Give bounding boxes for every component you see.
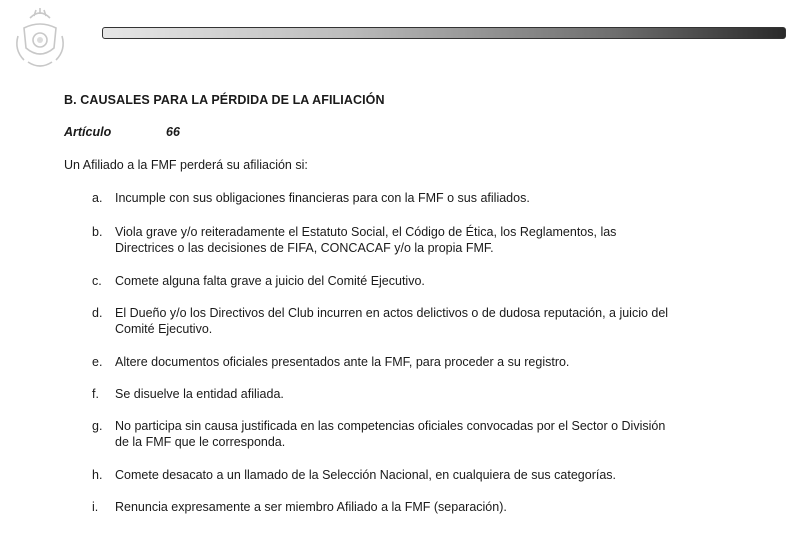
- list-item-text-line2: Directrices o las decisiones de FIFA, CONCACAF y/o la propia FMF.: [115, 241, 494, 255]
- list-item-text: Incumple con sus obligaciones financieras para con la FMF o sus afiliados.: [115, 191, 530, 205]
- list-item-text-line2: Comité Ejecutivo.: [115, 322, 213, 336]
- list-item-text-line2: de la FMF que le corresponda.: [115, 435, 286, 449]
- list-item-letter: b.: [92, 225, 103, 239]
- section-title: B. CAUSALES PARA LA PÉRDIDA DE LA AFILIACIÓN: [64, 93, 385, 107]
- list-item-text-line1: No participa sin causa justificada en las competencias oficiales convocadas por el Sector o División: [115, 419, 666, 433]
- list-item-letter: c.: [92, 274, 102, 288]
- article-number: 66: [166, 125, 180, 139]
- article-heading: [64, 125, 180, 139]
- list-item-letter: e.: [92, 355, 103, 369]
- header-bar: [102, 27, 786, 39]
- list-item-letter: g.: [92, 419, 103, 433]
- list-item-text: Comete alguna falta grave a juicio del Comité Ejecutivo.: [115, 274, 425, 288]
- list-item-text-line1: El Dueño y/o los Directivos del Club incurren en actos delictivos o de dudosa reputación, a juicio del: [115, 306, 669, 320]
- article-label: Artículo: [64, 125, 112, 139]
- list-item-text-line1: Viola grave y/o reiteradamente el Estatuto Social, el Código de Ética, los Reglamentos, las: [115, 225, 617, 239]
- list-item-letter: a.: [92, 191, 103, 205]
- intro-text: Un Afiliado a la FMF perderá su afiliación si:: [64, 158, 308, 172]
- list-item-letter: f.: [92, 387, 99, 401]
- list-item-text: Se disuelve la entidad afiliada.: [115, 387, 284, 401]
- fmf-crest-icon: [10, 6, 70, 72]
- list-item-text: Renuncia expresamente a ser miembro Afiliado a la FMF (separación).: [115, 500, 507, 514]
- list-item-text: Comete desacato a un llamado de la Selección Nacional, en cualquiera de sus categorías.: [115, 468, 617, 482]
- list-item-text: Altere documentos oficiales presentados ante la FMF, para proceder a su registro.: [115, 355, 570, 369]
- list-item-letter: i.: [92, 500, 99, 514]
- list-item-letter: d.: [92, 306, 103, 320]
- list-item-letter: h.: [92, 468, 103, 482]
